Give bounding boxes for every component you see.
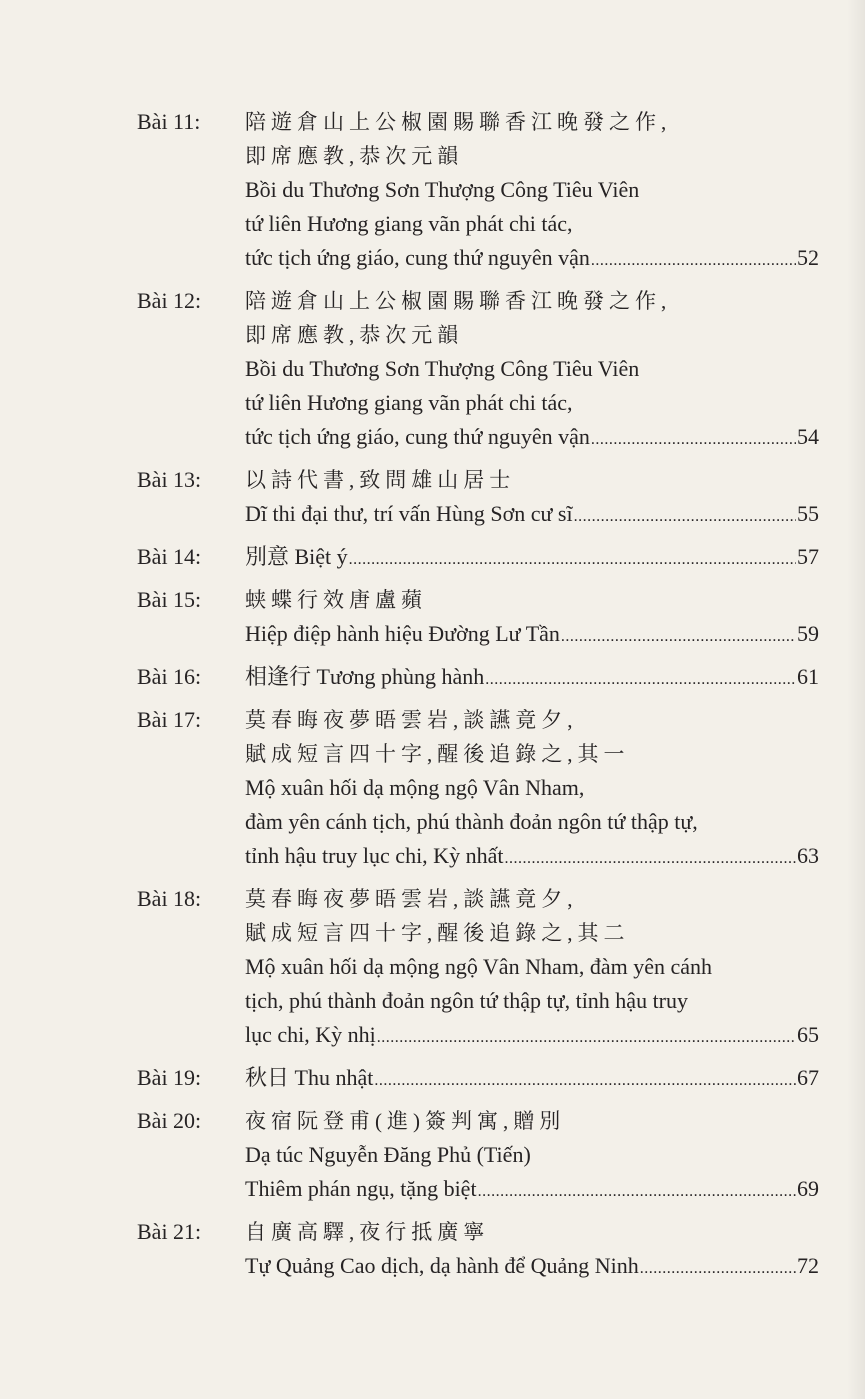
title-line-viet bbox=[245, 984, 819, 1018]
title-text: 蛱蝶行效唐盧蘋 bbox=[245, 588, 427, 612]
entry-title bbox=[245, 1215, 819, 1286]
title-text: 陪遊倉山上公椒園賜聯香江晚發之作, bbox=[245, 289, 672, 313]
title-line-viet bbox=[245, 1172, 819, 1209]
dot-leader bbox=[591, 423, 796, 457]
title-text: 即席應教,恭次元韻 bbox=[245, 323, 464, 347]
toc-entry bbox=[137, 583, 819, 654]
entry-label: Bài 18: bbox=[137, 886, 202, 911]
toc-entry bbox=[137, 1061, 819, 1098]
entry-title bbox=[245, 703, 819, 876]
title-text: lục chi, Kỳ nhị bbox=[245, 1022, 376, 1047]
title-line-viet bbox=[245, 352, 819, 386]
title-text: 以詩代書,致問雄山居士 bbox=[245, 468, 516, 492]
page-number: 59 bbox=[797, 621, 819, 646]
title-line-viet bbox=[245, 771, 819, 805]
toc-entry bbox=[137, 463, 819, 534]
title-line-viet bbox=[245, 1061, 819, 1098]
title-line-han bbox=[245, 882, 819, 916]
title-line-han bbox=[245, 1215, 819, 1249]
title-line-viet bbox=[245, 617, 819, 654]
page-number: 61 bbox=[797, 664, 819, 689]
toc-entry bbox=[137, 703, 819, 876]
dot-leader bbox=[478, 1175, 796, 1209]
entry-label: Bài 15: bbox=[137, 587, 202, 612]
title-line-han bbox=[245, 1104, 819, 1138]
title-text: 自廣高驛,夜行抵廣寧 bbox=[245, 1220, 490, 1244]
title-line-viet bbox=[245, 540, 819, 577]
title-text: Mộ xuân hối dạ mộng ngộ Vân Nham, đàm yên cánh bbox=[245, 954, 713, 979]
dot-leader bbox=[591, 244, 796, 278]
title-text: Hiệp điệp hành hiệu Đường Lư Tần bbox=[245, 621, 560, 646]
entry-label: Bài 11: bbox=[137, 109, 201, 134]
title-text: 別意 Biệt ý bbox=[245, 544, 348, 569]
title-line-viet bbox=[245, 1018, 819, 1055]
dot-leader bbox=[349, 543, 796, 577]
entry-label: Bài 13: bbox=[137, 467, 202, 492]
dot-leader bbox=[574, 500, 796, 534]
toc-entry bbox=[137, 660, 819, 697]
toc-entry bbox=[137, 1104, 819, 1209]
toc-entry bbox=[137, 284, 819, 457]
title-line-han bbox=[245, 463, 819, 497]
entry-title bbox=[245, 583, 819, 654]
title-text: 莫春晦夜夢晤雲岩,談讌竟夕, bbox=[245, 887, 578, 911]
entry-title bbox=[245, 463, 819, 534]
title-line-han bbox=[245, 703, 819, 737]
entry-title bbox=[245, 105, 819, 278]
toc-entry bbox=[137, 540, 819, 577]
toc-entry bbox=[137, 882, 819, 1055]
entry-label: Bài 21: bbox=[137, 1219, 202, 1244]
dot-leader bbox=[640, 1252, 796, 1286]
entry-title bbox=[245, 1104, 819, 1209]
title-line-han bbox=[245, 318, 819, 352]
page-number: 67 bbox=[797, 1065, 819, 1090]
entry-title bbox=[245, 1061, 819, 1098]
page-number: 72 bbox=[797, 1253, 819, 1278]
entry-label: Bài 16: bbox=[137, 664, 202, 689]
title-line-viet bbox=[245, 1249, 819, 1286]
title-text: tứ liên Hương giang vãn phát chi tác, bbox=[245, 211, 573, 236]
title-line-han bbox=[245, 737, 819, 771]
title-line-viet bbox=[245, 173, 819, 207]
dot-leader bbox=[374, 1064, 796, 1098]
page-number: 63 bbox=[797, 843, 819, 868]
title-text: tức tịch ứng giáo, cung thứ nguyên vận bbox=[245, 424, 590, 449]
title-line-viet bbox=[245, 660, 819, 697]
title-text: Dạ túc Nguyễn Đăng Phủ (Tiến) bbox=[245, 1142, 531, 1167]
page-number: 69 bbox=[797, 1176, 819, 1201]
entry-title bbox=[245, 284, 819, 457]
title-text: đàm yên cánh tịch, phú thành đoản ngôn tứ thập tự, bbox=[245, 809, 698, 834]
title-text: 即席應教,恭次元韻 bbox=[245, 144, 464, 168]
title-line-viet bbox=[245, 207, 819, 241]
entry-title bbox=[245, 660, 819, 697]
dot-leader bbox=[377, 1021, 796, 1055]
title-text: 莫春晦夜夢晤雲岩,談讌竟夕, bbox=[245, 708, 578, 732]
page-number: 55 bbox=[797, 501, 819, 526]
title-line-viet bbox=[245, 950, 819, 984]
table-of-contents bbox=[137, 105, 819, 1292]
page-number: 57 bbox=[797, 544, 819, 569]
dot-leader bbox=[561, 620, 796, 654]
page-number: 52 bbox=[797, 245, 819, 270]
title-line-viet bbox=[245, 497, 819, 534]
title-line-viet bbox=[245, 241, 819, 278]
entry-label: Bài 20: bbox=[137, 1108, 202, 1133]
title-text: tịch, phú thành đoản ngôn tứ thập tự, tỉnh hậu truy bbox=[245, 988, 689, 1013]
entry-label: Bài 17: bbox=[137, 707, 202, 732]
toc-entry bbox=[137, 105, 819, 278]
entry-label: Bài 12: bbox=[137, 288, 202, 313]
title-text: 相逢行 Tương phùng hành bbox=[245, 664, 485, 689]
title-line-han bbox=[245, 139, 819, 173]
dot-leader bbox=[485, 663, 796, 697]
title-text: 秋日 Thu nhật bbox=[245, 1065, 374, 1090]
title-line-viet bbox=[245, 805, 819, 839]
page-number: 54 bbox=[797, 424, 819, 449]
title-text: tỉnh hậu truy lục chi, Kỳ nhất bbox=[245, 843, 504, 868]
title-text: Bồi du Thương Sơn Thượng Công Tiêu Viên bbox=[245, 356, 640, 381]
title-line-han bbox=[245, 284, 819, 318]
title-text: Thiêm phán ngụ, tặng biệt bbox=[245, 1176, 477, 1201]
title-text: 賦成短言四十字,醒後追錄之,其一 bbox=[245, 742, 630, 766]
title-line-viet bbox=[245, 1138, 819, 1172]
title-text: Bồi du Thương Sơn Thượng Công Tiêu Viên bbox=[245, 177, 640, 202]
dot-leader bbox=[504, 842, 796, 876]
title-line-han bbox=[245, 583, 819, 617]
entry-title bbox=[245, 882, 819, 1055]
title-text: Dĩ thi đại thư, trí vấn Hùng Sơn cư sĩ bbox=[245, 501, 573, 526]
title-line-viet bbox=[245, 839, 819, 876]
page-spine-shadow bbox=[847, 0, 865, 1399]
entry-title bbox=[245, 540, 819, 577]
toc-entry bbox=[137, 1215, 819, 1286]
entry-label: Bài 14: bbox=[137, 544, 202, 569]
title-text: Mộ xuân hối dạ mộng ngộ Vân Nham, bbox=[245, 775, 585, 800]
title-line-viet bbox=[245, 386, 819, 420]
title-text: 陪遊倉山上公椒園賜聯香江晚發之作, bbox=[245, 110, 672, 134]
title-text: tứ liên Hương giang vãn phát chi tác, bbox=[245, 390, 573, 415]
title-text: Tự Quảng Cao dịch, dạ hành để Quảng Ninh bbox=[245, 1253, 639, 1278]
title-text: 賦成短言四十字,醒後追錄之,其二 bbox=[245, 921, 630, 945]
title-line-han bbox=[245, 916, 819, 950]
title-text: 夜宿阮登甫(進)簽判寓,贈別 bbox=[245, 1109, 566, 1133]
title-text: tức tịch ứng giáo, cung thứ nguyên vận bbox=[245, 245, 590, 270]
entry-label: Bài 19: bbox=[137, 1065, 202, 1090]
title-line-viet bbox=[245, 420, 819, 457]
title-line-han bbox=[245, 105, 819, 139]
page-number: 65 bbox=[797, 1022, 819, 1047]
